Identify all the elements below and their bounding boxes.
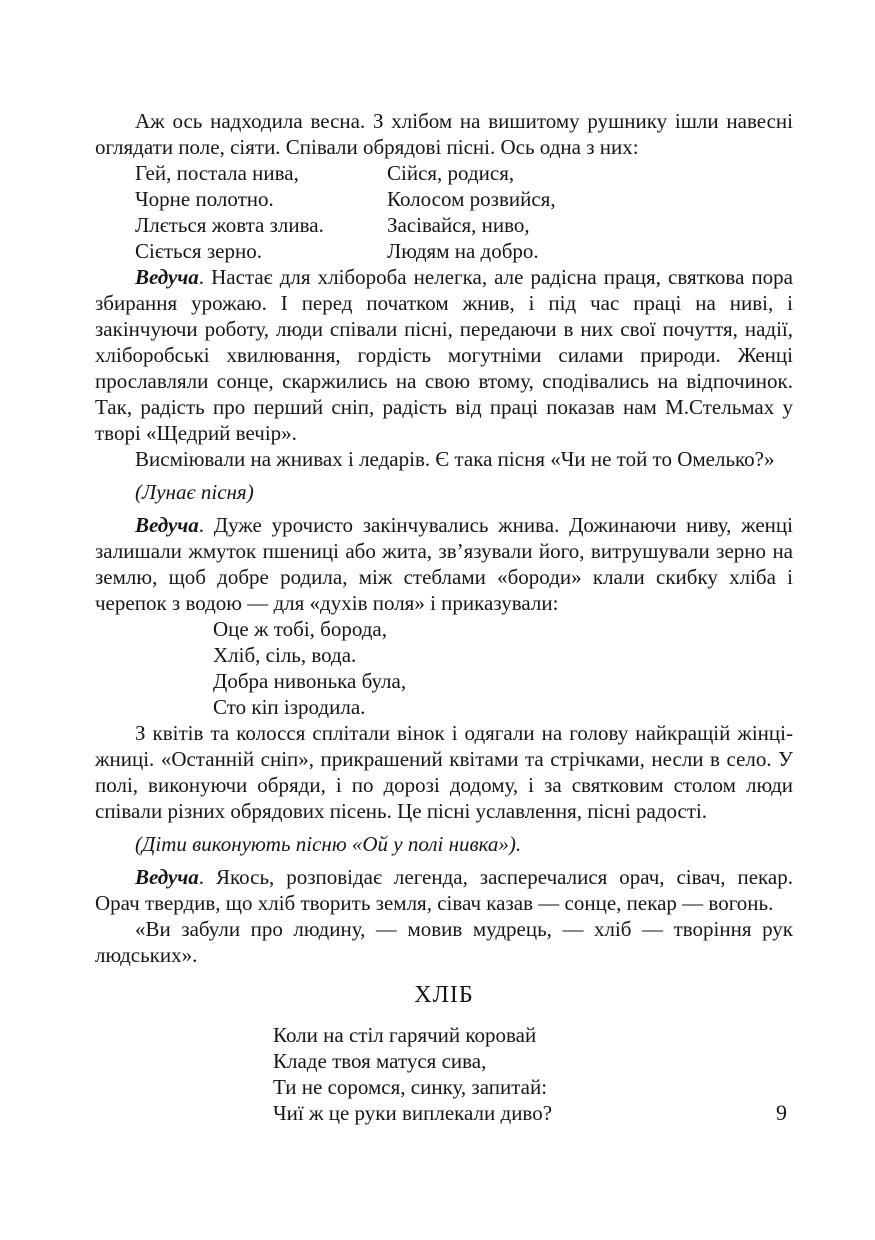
text-block (95, 108, 793, 1126)
song-line: Людям на добро. (387, 239, 539, 263)
song-line: Сто кіп ізродила. (213, 695, 366, 719)
song-line: Гей, постала нива, (135, 161, 299, 185)
wreath-paragraph: З квітів та колосся сплітали вінок і одягали на голову найкращій жінці-жниці. «Останній сніп», прикрашений квітами та стрічками, несли в село. У полі, виконуючи обряди, і по дорозі додому, і за святковим столом люди співали різних обрядових пісень. Це пісні уславлення, пісні радості. (95, 721, 793, 823)
stage-direction-song: (Лунає пісня) (135, 480, 254, 504)
narrator-speech-3 (95, 864, 793, 916)
intro-paragraph: Аж ось надходила весна. З хлібом на вишитому рушнику ішли навесні оглядати поле, сіяти. Співали обрядові пісні. Ось одна з них: (95, 109, 793, 159)
song-spring-right-column (387, 160, 556, 264)
song-line: Сіється зерно. (135, 239, 262, 263)
song-line: Сійся, родися, (387, 161, 515, 185)
speech-text: . Якось, розповідає легенда, засперечалися орач, сівач, пекар. Орач твердив, що хліб творить земля, сівач казав — сонце, пекар — вогонь. (95, 865, 793, 915)
mocking-paragraph: Висміювали на жнивах і ледарів. Є така пісня «Чи не той то Омелько?» (135, 447, 775, 471)
song-line: Засівайся, ниво, (387, 213, 530, 237)
song-line: Чорне полотно. (135, 187, 274, 211)
poem-title: ХЛІБ (414, 982, 474, 1008)
song-line: Колосом розвийся, (387, 187, 556, 211)
stage-direction-children-song: (Діти виконують пісню «Ой у полі нивка»). (135, 832, 522, 856)
song-line: Добра нивонька була, (213, 669, 407, 693)
song-line: Ллється жовта злива. (135, 213, 324, 237)
narrator-speech-2 (95, 512, 793, 616)
wise-man-paragraph: «Ви забули про людину, — мовив мудрець, — хліб — творіння рук людських». (95, 917, 793, 967)
song-line: Оце ж тобі, борода, (213, 617, 387, 641)
speaker-label: Ведуча (135, 265, 199, 289)
speaker-label: Ведуча (135, 513, 199, 537)
song-boroda (213, 616, 793, 720)
speech-text: . Дуже урочисто закінчувались жнива. Дожинаючи ниву, женці залишали жмуток пшениці або жита, зв’язували його, витрушували зерно на землю, щоб добре родила, між стеблами «бороди» клали скибку хліба і черепок з водою — для «духів поля» і приказували: (95, 513, 793, 615)
song-line: Хліб, сіль, вода. (213, 643, 357, 667)
speaker-label: Ведуча (135, 865, 199, 889)
poem-line: Чиї ж це руки виплекали диво? (273, 1101, 553, 1125)
poem-bread (273, 1022, 793, 1126)
poem-line: Кладе твоя матуся сива, (273, 1049, 487, 1073)
song-spring (95, 160, 793, 264)
narrator-speech-1 (95, 264, 793, 446)
poem-line: Коли на стіл гарячий коровай (273, 1023, 537, 1047)
page-number: 9 (776, 1100, 787, 1125)
speech-text: . Настає для хлібороба нелегка, але радісна праця, святкова пора збирання урожаю. І перед початком жнив, і під час праці на ниві, і закінчуючи роботу, люди співали пісні, передаючи в них свої почуття, надії, хліборобські хвилювання, гордість могутніми силами природи. Женці прославляли сонце, скаржились на свою втому, сподівались на відпочинок. Так, радість про перший сніп, радість від праці показав нам М.Стельмах у творі «Щедрий вечір». (95, 265, 793, 445)
poem-line: Ти не соромся, синку, запитай: (273, 1075, 548, 1099)
